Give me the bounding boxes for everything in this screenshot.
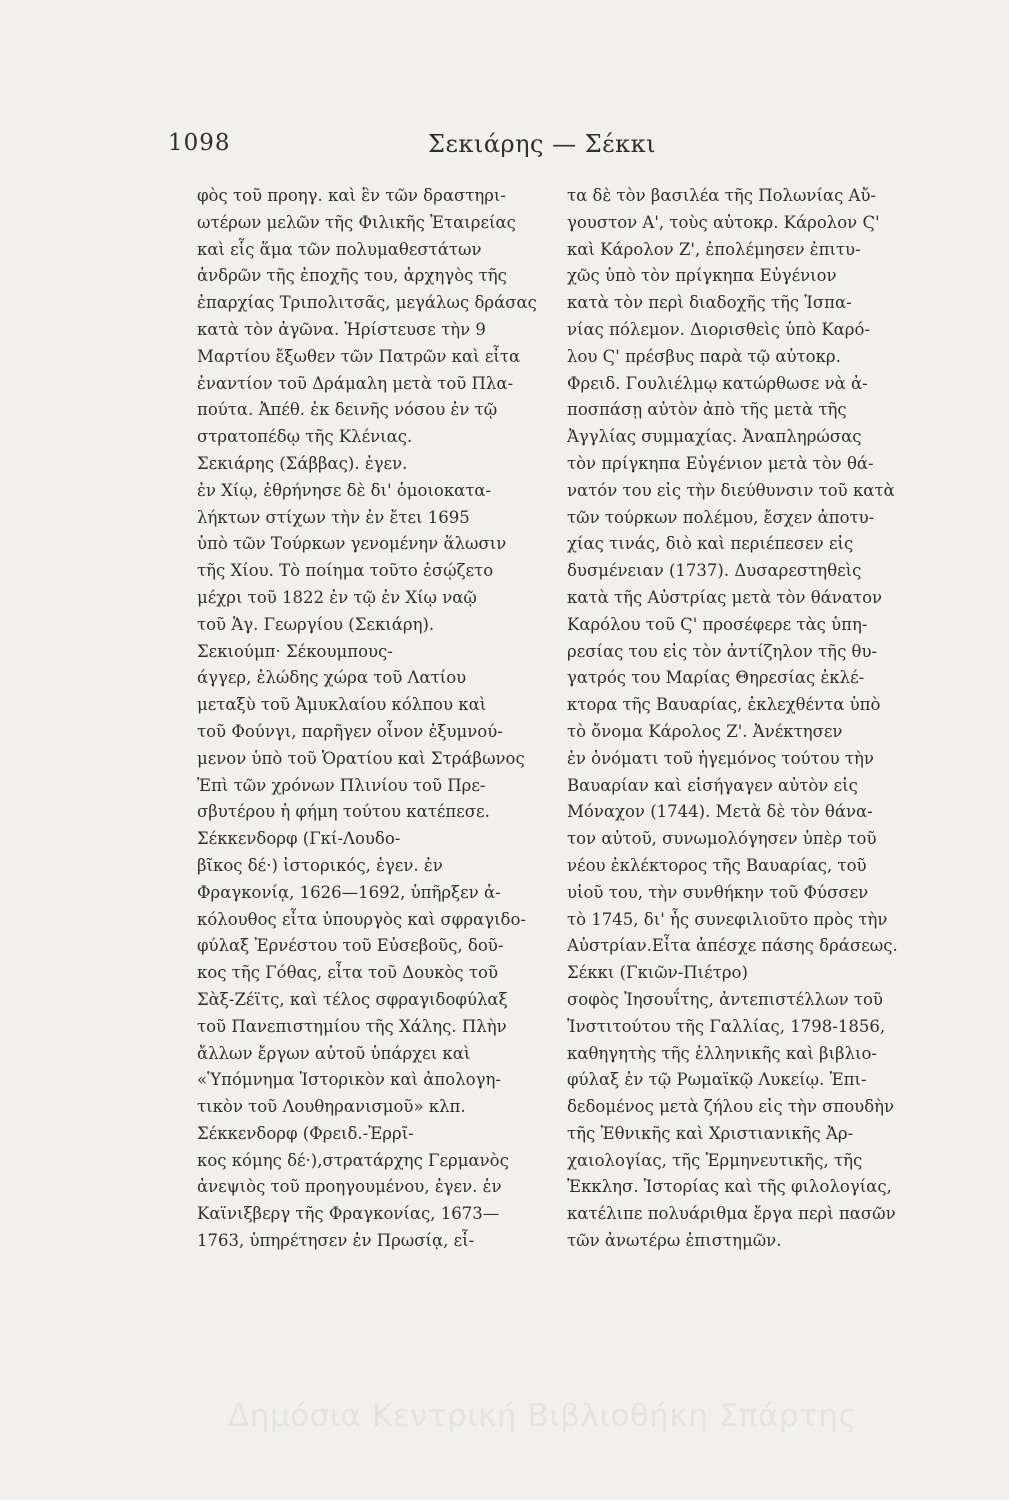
text-line: «Ὑπόμνημα Ἱστορικὸν καὶ ἀπολογη- [197,1070,501,1090]
text-line: χῶς ὑπὸ τὸν πρίγκηπα Εὐγένιον [567,266,837,286]
text-line: Σεκιάρης (Σάββας). ἐγεν. [197,453,408,473]
text-line: φὸς τοῦ προηγ. καὶ ἓν τῶν δραστηρι- [197,186,506,205]
text-line: Μόναχον (1744). Μετὰ δὲ τὸν θάνα- [567,802,873,822]
text-line: Βαυαρίαν καὶ εἰσήγαγεν αὐτὸν εἰς [567,775,858,795]
text-line: τοῦ Ἁγ. Γεωργίου (Σεκιάρη). [197,614,435,634]
text-line: ποσπάσῃ αὐτὸν ἀπὸ τῆς μετὰ τῆς [567,400,847,420]
text-line: δυσμένειαν (1737). Δυσαρεστηθεὶς [567,561,862,581]
text-line: Μαρτίου ἔξωθεν τῶν Πατρῶν καὶ εἶτα [197,346,521,366]
text-line: λου Ϛ' πρέσβυς παρὰ τῷ αὐτοκρ. [567,346,841,366]
text-line: 1763, ὑπηρέτησεν ἐν Πρωσίᾳ, εἶ- [197,1231,475,1251]
page-number: 1098 [168,130,231,156]
text-line: Καϊνιξβεργ τῆς Φραγκονίας, 1673— [197,1204,500,1224]
text-line: τον αὐτοῦ, συνωμολόγησεν ὑπὲρ τοῦ [567,829,877,849]
text-line: Σέκκενδορφ (Φρειδ.-Ἐρρῖ- [197,1123,414,1143]
text-line: μενον ὑπὸ τοῦ Ὁρατίου καὶ Στράβωνος [197,748,525,768]
text-line: καθηγητὴς τῆς ἑλληνικῆς καὶ βιβλιο- [567,1043,878,1063]
text-line: τὸ ὄνομα Κάρολος Ζ'. Ἀνέκτησεν [567,721,843,741]
text-line: κατὰ τῆς Αὐστρίας μετὰ τὸν θάνατον [567,587,883,607]
text-line: τῆς Χίου. Τὸ ποίημα τοῦτο ἐσῴζετο [197,561,494,581]
text-line: ἐναντίον τοῦ Δράμαλη μετὰ τοῦ Πλα- [197,373,514,393]
running-head: Σεκιάρης — Σέκκι [428,130,657,158]
text-line: τοῦ Φούνγι, παρῆγεν οἶνον ἐξυμνού- [197,721,503,741]
text-line: τῶν ἀνωτέρω ἐπιστημῶν. [567,1231,782,1251]
page-header [168,130,848,170]
text-line: Ἐπὶ τῶν χρόνων Πλινίου τοῦ Πρε- [197,775,486,795]
text-line: σοφὸς Ἰησουΐτης, ἀντεπιστέλλων τοῦ [567,989,883,1009]
text-line: Φραγκονίᾳ, 1626—1692, ὑπῆρξεν ἀ- [197,882,501,902]
text-line: γατρός του Μαρίας Θηρεσίας ἐκλέ- [567,668,865,688]
text-line: Σέκκενδορφ (Γκί-Λουδο- [197,829,401,849]
text-line: Αὐστρίαν.Εἶτα ἀπέσχε πάσης δράσεως. [567,936,898,956]
text-line: τὸν πρίγκηπα Εὐγένιον μετὰ τὸν θά- [567,453,874,473]
text-line: Ἰνστιτούτου τῆς Γαλλίας, 1798-1856, [567,1016,886,1036]
text-line: κος κόμης δέ·),στρατάρχης Γερμανὸς [197,1150,509,1170]
text-line: μέχρι τοῦ 1822 ἐν τῷ ἐν Χίῳ ναῷ [197,587,477,607]
text-line: κατὰ τὸν περὶ διαδοχῆς τῆς Ἱσπα- [567,293,852,313]
text-line: τῶν τούρκων πολέμου, ἔσχεν ἀποτυ- [567,507,875,527]
text-line: νατόν του εἰς τὴν διεύθυνσιν τοῦ κατὰ [567,480,895,500]
text-line: τῆς Ἐθνικῆς καὶ Χριστιανικῆς Ἀρ- [567,1123,854,1143]
library-watermark: Δημόσια Κεντρική Βιβλιοθήκη Σπάρτης [228,1398,858,1434]
left-text-column [197,183,545,1255]
text-line: κόλουθος εἶτα ὑπουργὸς καὶ σφραγιδο- [197,909,526,929]
text-line: ἀνεψιὸς τοῦ προηγουμένου, ἐγεν. ἐν [197,1177,502,1197]
right-text-column [567,183,962,1255]
text-line: νίας πόλεμον. Διορισθεὶς ὑπὸ Καρό- [567,319,871,339]
text-line: νέου ἐκλέκτορος τῆς Βαυαρίας, τοῦ [567,855,867,875]
text-line: καὶ Κάρολον Ζ', ἐπολέμησεν ἐπιτυ- [567,239,861,259]
text-line: ἐν ὀνόματι τοῦ ἡγεμόνος τούτου τὴν [567,748,874,768]
text-line: άγγερ, ἑλώδης χώρα τοῦ Λατίου [197,668,467,688]
text-line: στρατοπέδῳ τῆς Κλένιας. [197,427,413,447]
text-line: κατὰ τὸν ἀγῶνα. Ἠρίστευσε τὴν 9 [197,319,486,339]
text-line: υἱοῦ του, τὴν συνθήκην τοῦ Φύσσεν [567,882,869,902]
text-line: Ἐκκλησ. Ἱστορίας καὶ τῆς φιλολογίας, [567,1177,892,1197]
text-line: κατέλιπε πολυάριθμα ἔργα περὶ πασῶν [567,1204,896,1224]
text-line: Καρόλου τοῦ Ϛ' προσέφερε τὰς ὑπη- [567,614,868,634]
text-line: Σεκιούμπ· Σέκουμπους- [197,641,393,661]
text-line: ἐπαρχίας Τριπολιτσᾶς, μεγάλως δράσας [197,293,537,313]
text-line: ἄλλων ἔργων αὐτοῦ ὑπάρχει καὶ [197,1043,471,1063]
text-line: τα δὲ τὸν βασιλέα τῆς Πολωνίας Αὔ- [567,186,877,205]
text-line: φύλαξ Ἐρνέστου τοῦ Εὐσεβοῦς, δοῦ- [197,936,504,956]
text-line: μεταξὺ τοῦ Ἀμυκλαίου κόλπου καὶ [197,695,487,715]
text-line: χαιολογίας, τῆς Ἑρμηνευτικῆς, τῆς [567,1150,863,1170]
text-line: Σέκκι (Γκιῶν-Πιέτρο) [567,963,748,983]
text-line: λήκτων στίχων τὴν ἐν ἔτει 1695 [197,507,470,527]
text-line: σβυτέρου ἡ φήμη τούτου κατέπεσε. [197,802,490,822]
text-line: Σὰξ-Ζέϊτς, καὶ τέλος σφραγιδοφύλαξ [197,989,508,1009]
text-line: ρεσίας του εἰς τὸν ἀντίζηλον τῆς θυ- [567,641,878,661]
text-line: ὑπὸ τῶν Τούρκων γενομένην ἅλωσιν [197,534,507,554]
text-line: βῖκος δέ·) ἱστορικός, ἐγεν. ἐν [197,855,443,875]
text-line: γουστον Α', τοὺς αὐτοκρ. Κάρολον Ϛ' [567,212,880,232]
text-line: ἐν Χίῳ, ἐθρήνησε δὲ δι' ὁμοιοκατα- [197,480,492,500]
text-line: δεδομένος μετὰ ζήλου εἰς τὴν σπουδὴν [567,1097,895,1117]
text-line: πούτα. Ἀπέθ. ἐκ δεινῆς νόσου ἐν τῷ [197,400,498,420]
text-line: χίας τινάς, διὸ καὶ περιέπεσεν εἰς [567,534,854,554]
text-line: τοῦ Πανεπιστημίου τῆς Χάλης. Πλὴν [197,1016,507,1036]
text-line: κος τῆς Γόθας, εἶτα τοῦ Δουκὸς τοῦ [197,963,498,983]
text-line: ωτέρων μελῶν τῆς Φιλικῆς Ἑταιρείας [197,212,516,232]
text-line: κτορα τῆς Βαυαρίας, ἐκλεχθέντα ὑπὸ [567,695,881,715]
text-line: Ἀγγλίας συμμαχίας. Ἀναπληρώσας [567,427,862,447]
text-line: Φρειδ. Γουλιέλμῳ κατώρθωσε νὰ ἀ- [567,373,868,393]
text-line: καὶ εἷς ἅμα τῶν πολυμαθεστάτων [197,239,482,259]
text-line: τικὸν τοῦ Λουθηρανισμοῦ» κλπ. [197,1097,466,1117]
text-line: τὸ 1745, δι' ἧς συνεφιλιοῦτο πρὸς τὴν [567,909,888,929]
text-line: φύλαξ ἐν τῷ Ρωμαϊκῷ Λυκείῳ. Ἐπι- [567,1070,867,1090]
text-line: ἀνδρῶν τῆς ἐποχῆς του, ἀρχηγὸς τῆς [197,266,507,286]
